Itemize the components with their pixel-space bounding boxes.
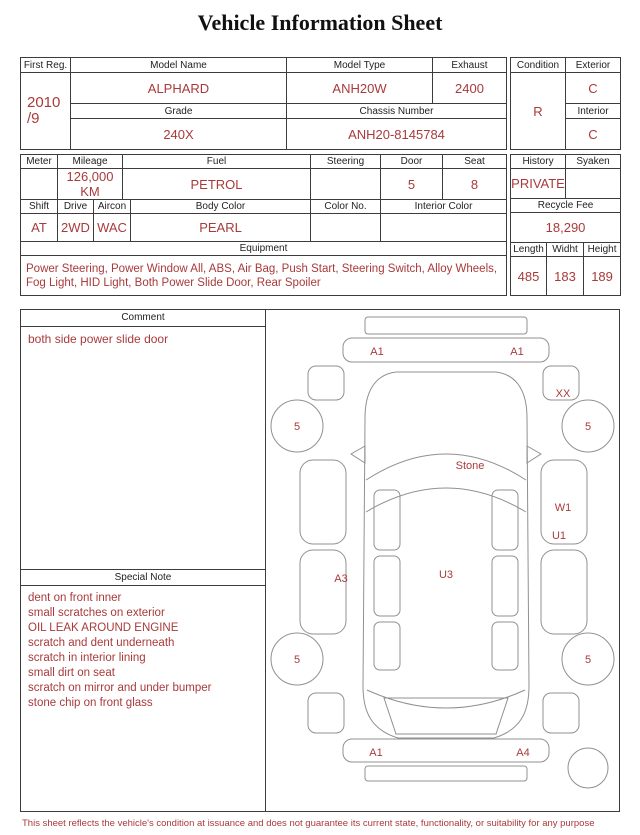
special-note-item: small dirt on seat: [28, 667, 115, 679]
wheel-grade-rear-left: 5: [293, 654, 301, 666]
special-note-list: [21, 586, 265, 716]
seat-value: 8: [443, 169, 507, 200]
special-note-item: scratch in interior lining: [28, 652, 146, 664]
exhaust-label: Exhaust: [433, 58, 507, 73]
history-label: History: [511, 155, 566, 169]
interior-label: Interior: [566, 104, 621, 119]
special-note-header: Special Note: [21, 569, 265, 586]
chassis-number-value: ANH20-8145784: [287, 119, 507, 150]
right-mirror-shape: [527, 446, 541, 463]
special-note-item: scratch and dent underneath: [28, 637, 175, 649]
spare-wheel-shape: [568, 748, 608, 788]
seat-label: Seat: [443, 155, 507, 169]
special-note-item: OIL LEAK AROUND ENGINE: [28, 622, 179, 634]
mileage-label: Mileage: [58, 155, 123, 169]
body-color-value: PEARL: [131, 214, 311, 242]
damage-mark-windshield: Stone: [455, 460, 485, 472]
car-diagram: [266, 310, 620, 811]
door-label: Door: [381, 155, 443, 169]
comment-text: both side power slide door: [28, 332, 169, 346]
first-reg-month: /9: [27, 110, 40, 127]
color-no-label: Color No.: [311, 200, 381, 214]
recycle-fee-label: Recycle Fee: [511, 199, 621, 213]
shift-label: Shift: [21, 200, 58, 214]
length-value: 485: [511, 257, 547, 296]
meter-label: Meter: [21, 155, 58, 169]
shift-value: AT: [21, 214, 58, 242]
aircon-value: WAC: [94, 214, 131, 242]
drive-value: 2WD: [58, 214, 94, 242]
damage-mark-right-front-corner: XX: [555, 388, 571, 400]
rear-window-line: [367, 690, 525, 708]
comment-column: [21, 310, 266, 811]
damage-mark-front-bumper-right: A1: [510, 346, 524, 358]
damage-mark-roof-center: U3: [438, 569, 454, 581]
model-type-label: Model Type: [287, 58, 433, 73]
damage-mark-rear-bumper-right: A4: [516, 747, 530, 759]
inspection-section: [20, 309, 620, 812]
body-color-label: Body Color: [131, 200, 311, 214]
model-name-value: ALPHARD: [71, 73, 287, 104]
grade-label: Grade: [71, 104, 287, 119]
width-value: 183: [547, 257, 584, 296]
width-label: Widht: [547, 243, 584, 257]
inner-right-rect: [492, 622, 518, 670]
inner-right-rect: [492, 490, 518, 550]
syaken-label: Syaken: [566, 155, 621, 169]
damage-mark-right-side-lower: U1: [551, 530, 567, 542]
comment-header: Comment: [21, 310, 265, 327]
syaken-value: [566, 169, 621, 199]
inner-left-rect: [374, 622, 400, 670]
special-note-item: dent on front inner: [28, 592, 122, 604]
meter-value: [21, 169, 58, 200]
damage-mark-right-side-upper: W1: [554, 502, 572, 514]
exterior-grade-value: C: [566, 73, 621, 104]
right-rear-corner-panel: [543, 693, 579, 733]
front-plate-shape: [365, 317, 527, 334]
steering-label: Steering: [311, 155, 381, 169]
height-label: Height: [584, 243, 621, 257]
fuel-value: PETROL: [123, 169, 311, 200]
left-slide-door-panel: [300, 550, 346, 634]
left-mirror-shape: [351, 446, 365, 463]
page-title: Vehicle Information Sheet: [197, 10, 443, 35]
right-slide-door-panel: [541, 550, 587, 634]
damage-mark-rear-bumper-left: A1: [369, 747, 383, 759]
door-value: 5: [381, 169, 443, 200]
car-body-outline: [363, 372, 529, 738]
exhaust-value: 2400: [433, 73, 507, 104]
special-note-item: stone chip on front glass: [28, 697, 153, 709]
recycle-fee-value: 18,290: [511, 213, 621, 243]
inner-right-rect: [492, 556, 518, 616]
color-no-value: [311, 214, 381, 242]
left-rear-corner-panel: [308, 693, 344, 733]
damage-mark-front-bumper-left: A1: [370, 346, 384, 358]
left-front-corner-panel: [308, 366, 344, 400]
wheel-grade-front-right: 5: [584, 421, 592, 433]
history-value: PRIVATE: [511, 169, 566, 199]
rear-hatch-shape: [384, 698, 508, 734]
mileage-value: 126,000 KM: [58, 169, 123, 200]
wheel-grade-front-left: 5: [293, 421, 301, 433]
inner-left-rect: [374, 556, 400, 616]
grade-value: 240X: [71, 119, 287, 150]
interior-color-value: [381, 214, 507, 242]
damage-mark-left-slide-door: A3: [334, 573, 348, 585]
interior-grade-value: C: [566, 119, 621, 150]
special-note-item: scratch on mirror and under bumper: [28, 682, 212, 694]
registration-table: [20, 57, 507, 150]
aircon-label: Aircon: [94, 200, 131, 214]
fuel-label: Fuel: [123, 155, 311, 169]
first-reg-value: [21, 73, 71, 150]
height-value: 189: [584, 257, 621, 296]
interior-color-label: Interior Color: [381, 200, 507, 214]
history-table: [510, 154, 621, 296]
condition-table: [510, 57, 621, 150]
exterior-label: Exterior: [566, 58, 621, 73]
inner-left-rect: [374, 490, 400, 550]
spec-table: [20, 154, 507, 296]
model-type-value: ANH20W: [287, 73, 433, 104]
wheel-grade-rear-right: 5: [584, 654, 592, 666]
condition-label: Condition: [511, 58, 566, 73]
chassis-number-label: Chassis Number: [287, 104, 507, 119]
length-label: Length: [511, 243, 547, 257]
drive-label: Drive: [58, 200, 94, 214]
model-name-label: Model Name: [71, 58, 287, 73]
windshield-upper-line: [366, 454, 526, 480]
left-front-door-panel: [300, 460, 346, 544]
windshield-lower-line: [366, 488, 526, 512]
first-reg-label: First Reg.: [21, 58, 71, 73]
equipment-value: Power Steering, Power Window All, ABS, Air Bag, Push Start, Steering Switch, Alloy Wheels, Fog Light, HID Light, Both Power Slide Door, Rear Spoiler: [21, 256, 507, 296]
steering-value: [311, 169, 381, 200]
rear-plate-shape: [365, 766, 527, 781]
special-note-item: small scratches on exterior: [28, 607, 165, 619]
equipment-label: Equipment: [21, 242, 507, 256]
disclaimer-text: This sheet reflects the vehicle's condition at issuance and does not guarantee its current state, functionality, or suitability for any purpose: [22, 818, 595, 829]
first-reg-year: 2010: [27, 94, 61, 111]
condition-grade-value: R: [511, 73, 566, 150]
